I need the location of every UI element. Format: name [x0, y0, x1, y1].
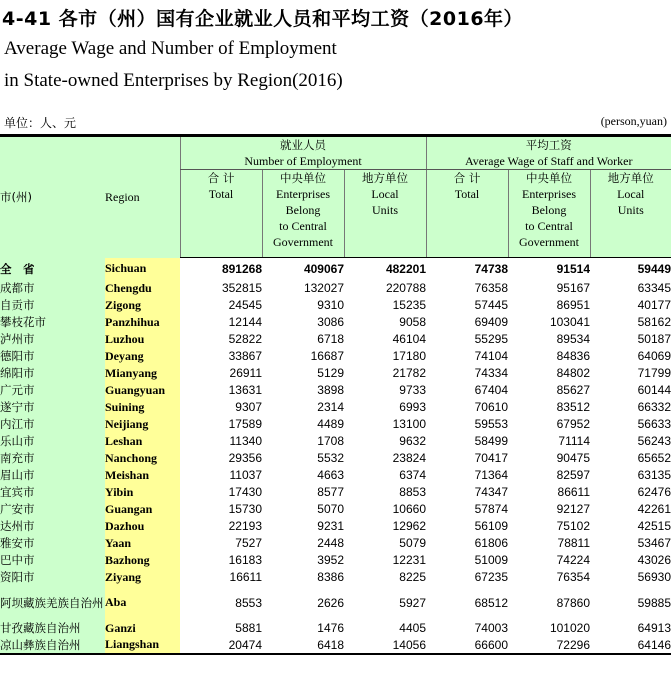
region-name-en: Bazhong — [105, 552, 180, 569]
employment-total-cell: 7527 — [235, 536, 262, 550]
employment-central-cell: 1476 — [317, 621, 344, 635]
region-name-cn: 南充市 — [0, 450, 105, 467]
employment-local-cell: 15235 — [392, 298, 426, 312]
wage-central-cell: 74224 — [556, 553, 590, 567]
header-employment-group — [180, 136, 426, 170]
table-row — [0, 382, 671, 399]
wage-local-cell: 56633 — [637, 417, 671, 431]
unit-label-en: (person,yuan) — [600, 114, 667, 128]
data-table — [0, 134, 671, 655]
employment-total-cell: 5881 — [235, 621, 262, 635]
wage-central-cell: 82597 — [556, 468, 590, 482]
wage-local-cell: 43026 — [637, 553, 671, 567]
unit-label-cn: 单位：人、元 — [4, 116, 77, 130]
employment-central-cell: 5532 — [317, 451, 344, 465]
employment-local-cell: 23824 — [392, 451, 426, 465]
employment-central-cell: 4489 — [317, 417, 344, 431]
table-row — [0, 280, 671, 297]
wage-central-cell: 87860 — [556, 595, 590, 610]
table-row — [0, 314, 671, 331]
wage-local-cell: 53467 — [637, 536, 671, 550]
table-row — [0, 552, 671, 569]
wage-local-cell: 56243 — [637, 434, 671, 448]
wage-total-cell: 71364 — [474, 468, 508, 482]
employment-local-cell: 10660 — [392, 502, 426, 516]
employment-total-cell: 9307 — [235, 400, 262, 414]
wage-total-cell: 61806 — [474, 536, 508, 550]
employment-total-cell: 24545 — [228, 298, 262, 312]
employment-central-cell: 2314 — [317, 400, 344, 414]
wage-central-cell: 91514 — [556, 261, 590, 276]
region-name-en: Sichuan — [105, 258, 180, 280]
table-row — [0, 348, 671, 365]
region-name-cn: 全 省 — [0, 258, 105, 280]
employment-local-cell: 12231 — [392, 553, 426, 567]
region-name-en: Ziyang — [105, 569, 180, 586]
table-row — [0, 258, 671, 280]
wage-local-cell: 64069 — [637, 349, 671, 363]
header-wage-total: 合 计 Total — [426, 170, 508, 258]
header-employment-cn: 就业人员 — [280, 138, 326, 152]
region-name-en: Neijiang — [105, 416, 180, 433]
wage-local-cell: 63135 — [637, 468, 671, 482]
employment-local-cell: 9058 — [399, 315, 426, 329]
employment-total-cell: 16611 — [229, 570, 262, 584]
employment-total-cell: 13631 — [228, 383, 262, 397]
header-region-en: Region — [105, 136, 180, 258]
table-row — [0, 637, 671, 654]
wage-total-cell: 74347 — [474, 485, 508, 499]
region-name-en: Dazhou — [105, 518, 180, 535]
employment-total-cell: 17589 — [228, 417, 262, 431]
employment-total-cell: 11037 — [229, 468, 262, 482]
employment-central-cell: 409067 — [303, 261, 344, 276]
region-name-en: Yibin — [105, 484, 180, 501]
region-name-cn: 阿坝藏族羌族自治州 — [0, 586, 105, 620]
wage-total-cell: 70417 — [474, 451, 508, 465]
region-name-en: Nanchong — [105, 450, 180, 467]
wage-local-cell: 59885 — [637, 595, 671, 610]
table-row — [0, 535, 671, 552]
region-name-en: Deyang — [105, 348, 180, 365]
wage-local-cell: 64913 — [637, 621, 671, 635]
region-name-cn: 德阳市 — [0, 348, 105, 365]
wage-central-cell: 78811 — [557, 536, 590, 550]
employment-total-cell: 8553 — [235, 595, 262, 610]
employment-central-cell: 6418 — [262, 637, 344, 654]
region-name-en: Mianyang — [105, 365, 180, 382]
table-row — [0, 416, 671, 433]
employment-local-cell: 46104 — [392, 332, 426, 346]
region-name-en: Suining — [105, 399, 180, 416]
wage-local-cell: 42261 — [637, 502, 671, 516]
employment-local-cell: 9632 — [399, 434, 426, 448]
employment-local-cell: 14056 — [344, 637, 426, 654]
region-name-en: Guangyuan — [105, 382, 180, 399]
region-name-en: Yaan — [105, 535, 180, 552]
employment-local-cell: 8225 — [399, 570, 426, 584]
region-name-cn: 雅安市 — [0, 535, 105, 552]
table-row — [0, 450, 671, 467]
employment-total-cell: 15730 — [228, 502, 262, 516]
region-name-en: Luzhou — [105, 331, 180, 348]
wage-total-cell: 55295 — [474, 332, 508, 346]
region-name-en: Meishan — [105, 467, 180, 484]
wage-local-cell: 71799 — [637, 366, 671, 380]
employment-local-cell: 6374 — [399, 468, 426, 482]
wage-central-cell: 84836 — [556, 349, 590, 363]
employment-total-cell: 891268 — [221, 261, 262, 276]
header-wage-en: Average Wage of Staff and Worker — [465, 154, 633, 168]
wage-total-cell: 57874 — [474, 502, 508, 516]
employment-total-cell: 33867 — [228, 349, 262, 363]
region-name-cn: 宜宾市 — [0, 484, 105, 501]
wage-total-cell: 68512 — [474, 595, 508, 610]
employment-total-cell: 26911 — [229, 366, 262, 380]
region-name-en: Guangan — [105, 501, 180, 518]
wage-central-cell: 84802 — [556, 366, 590, 380]
wage-total-cell: 76358 — [474, 281, 508, 295]
wage-total-cell: 57445 — [474, 298, 508, 312]
wage-central-cell: 89534 — [556, 332, 590, 346]
region-name-en: Aba — [105, 586, 180, 620]
header-wage-central: 中央单位 Enterprises Belong to Central Government — [508, 170, 590, 258]
wage-local-cell: 42515 — [637, 519, 671, 533]
employment-local-cell: 21782 — [392, 366, 426, 380]
wage-central-cell: 83512 — [556, 400, 590, 414]
table-row — [0, 501, 671, 518]
wage-total-cell: 66600 — [426, 637, 508, 654]
wage-local-cell: 66332 — [637, 400, 671, 414]
table-row — [0, 399, 671, 416]
wage-total-cell: 74738 — [474, 261, 508, 276]
employment-total-cell: 16183 — [228, 553, 262, 567]
region-name-cn: 攀枝花市 — [0, 314, 105, 331]
region-name-cn: 内江市 — [0, 416, 105, 433]
employment-central-cell: 3086 — [317, 315, 344, 329]
header-employment-en: Number of Employment — [244, 154, 362, 168]
header-city-cn: 市(州) — [0, 136, 105, 258]
region-name-cn: 广元市 — [0, 382, 105, 399]
wage-local-cell: 50187 — [637, 332, 671, 346]
region-name-cn: 自贡市 — [0, 297, 105, 314]
wage-local-cell: 64146 — [590, 637, 671, 654]
region-name-en: Zigong — [105, 297, 180, 314]
wage-local-cell: 40177 — [637, 298, 671, 312]
header-wage-group — [426, 136, 671, 170]
table-row — [0, 586, 671, 620]
page-title-en-line2: in State-owned Enterprises by Region(2016) — [4, 70, 343, 91]
page-title-en-line1: Average Wage and Number of Employment — [4, 38, 337, 59]
region-name-cn: 泸州市 — [0, 331, 105, 348]
header-emp-central: 中央单位 Enterprises Belong to Central Government — [262, 170, 344, 258]
region-name-cn: 绵阳市 — [0, 365, 105, 382]
employment-local-cell: 13100 — [392, 417, 426, 431]
page-title-cn: 4-41 各市（州）国有企业就业人员和平均工资（2016年） — [2, 8, 524, 30]
wage-local-cell: 58162 — [637, 315, 671, 329]
region-name-cn: 甘孜藏族自治州 — [0, 620, 105, 637]
employment-central-cell: 3898 — [317, 383, 344, 397]
employment-central-cell: 6718 — [317, 332, 344, 346]
region-name-en: Liangshan — [105, 637, 180, 654]
employment-central-cell: 5129 — [317, 366, 344, 380]
wage-total-cell: 67235 — [474, 570, 508, 584]
employment-total-cell: 22193 — [228, 519, 262, 533]
wage-total-cell: 59553 — [474, 417, 508, 431]
wage-central-cell: 67952 — [556, 417, 590, 431]
table-row — [0, 467, 671, 484]
employment-central-cell: 132027 — [303, 281, 344, 295]
region-name-en: Leshan — [105, 433, 180, 450]
wage-central-cell: 86951 — [556, 298, 590, 312]
employment-total-cell: 352815 — [221, 281, 262, 295]
employment-central-cell: 9310 — [317, 298, 344, 312]
employment-central-cell: 8577 — [317, 485, 344, 499]
table-row — [0, 331, 671, 348]
employment-total-cell: 11340 — [229, 434, 262, 448]
employment-total-cell: 12144 — [228, 315, 262, 329]
employment-local-cell: 6993 — [399, 400, 426, 414]
wage-central-cell: 92127 — [556, 502, 590, 516]
employment-central-cell: 2448 — [317, 536, 344, 550]
employment-central-cell: 1708 — [317, 434, 344, 448]
wage-total-cell: 74104 — [474, 349, 508, 363]
region-name-cn: 眉山市 — [0, 467, 105, 484]
employment-central-cell: 8386 — [317, 570, 344, 584]
table-row — [0, 433, 671, 450]
region-name-cn: 乐山市 — [0, 433, 105, 450]
employment-local-cell: 5079 — [399, 536, 426, 550]
wage-central-cell: 71114 — [558, 434, 590, 448]
employment-local-cell: 9733 — [399, 383, 426, 397]
header-emp-local: 地方单位 Local Units — [344, 170, 426, 258]
region-name-cn: 巴中市 — [0, 552, 105, 569]
wage-local-cell: 56930 — [637, 570, 671, 584]
wage-central-cell: 86611 — [557, 485, 590, 499]
wage-central-cell: 76354 — [556, 570, 590, 584]
table-row — [0, 620, 671, 637]
wage-central-cell: 85627 — [556, 383, 590, 397]
table-row — [0, 518, 671, 535]
wage-central-cell: 90475 — [556, 451, 590, 465]
table-row — [0, 365, 671, 382]
wage-total-cell: 58499 — [474, 434, 508, 448]
employment-central-cell: 16687 — [310, 349, 344, 363]
header-wage-cn: 平均工资 — [525, 138, 572, 152]
wage-central-cell: 95167 — [556, 281, 590, 295]
wage-total-cell: 74003 — [474, 621, 508, 635]
employment-total-cell: 17430 — [228, 485, 262, 499]
region-name-en: Panzhihua — [105, 314, 180, 331]
region-name-cn: 遂宁市 — [0, 399, 105, 416]
wage-total-cell: 69409 — [474, 315, 508, 329]
wage-local-cell: 62476 — [637, 485, 671, 499]
employment-local-cell: 220788 — [385, 281, 426, 295]
table-row — [0, 484, 671, 501]
region-name-en: Ganzi — [105, 620, 180, 637]
wage-local-cell: 59449 — [637, 261, 671, 276]
employment-local-cell: 4405 — [399, 621, 426, 635]
wage-total-cell: 70610 — [474, 400, 508, 414]
header-wage-local: 地方单位 Local Units — [590, 170, 671, 258]
employment-central-cell: 4663 — [317, 468, 344, 482]
wage-local-cell: 63345 — [637, 281, 671, 295]
wage-local-cell: 60144 — [637, 383, 671, 397]
region-name-cn: 凉山彝族自治州 — [0, 637, 105, 654]
wage-local-cell: 65652 — [637, 451, 671, 465]
employment-central-cell: 5070 — [317, 502, 344, 516]
wage-central-cell: 101020 — [549, 621, 590, 635]
table-body — [0, 258, 671, 654]
employment-total-cell: 20474 — [180, 637, 262, 654]
region-name-cn: 广安市 — [0, 501, 105, 518]
employment-central-cell: 3952 — [317, 553, 344, 567]
employment-local-cell: 482201 — [385, 261, 426, 276]
employment-central-cell: 9231 — [317, 519, 344, 533]
employment-local-cell: 5927 — [399, 595, 426, 610]
employment-local-cell: 8853 — [399, 485, 426, 499]
table-row — [0, 297, 671, 314]
region-name-en: Chengdu — [105, 280, 180, 297]
employment-total-cell: 52822 — [228, 332, 262, 346]
wage-total-cell: 51009 — [474, 553, 508, 567]
region-name-cn: 成都市 — [0, 280, 105, 297]
region-name-cn: 达州市 — [0, 518, 105, 535]
wage-total-cell: 56109 — [474, 519, 508, 533]
wage-total-cell: 67404 — [474, 383, 508, 397]
employment-local-cell: 17180 — [392, 349, 426, 363]
wage-central-cell: 103041 — [549, 315, 590, 329]
employment-total-cell: 29356 — [228, 451, 262, 465]
wage-total-cell: 74334 — [474, 366, 508, 380]
header-emp-total: 合 计 Total — [180, 170, 262, 258]
region-name-cn: 资阳市 — [0, 569, 105, 586]
employment-local-cell: 12962 — [392, 519, 426, 533]
employment-central-cell: 2626 — [317, 595, 344, 610]
wage-central-cell: 75102 — [556, 519, 590, 533]
table-row — [0, 569, 671, 586]
wage-central-cell: 72296 — [508, 637, 590, 654]
